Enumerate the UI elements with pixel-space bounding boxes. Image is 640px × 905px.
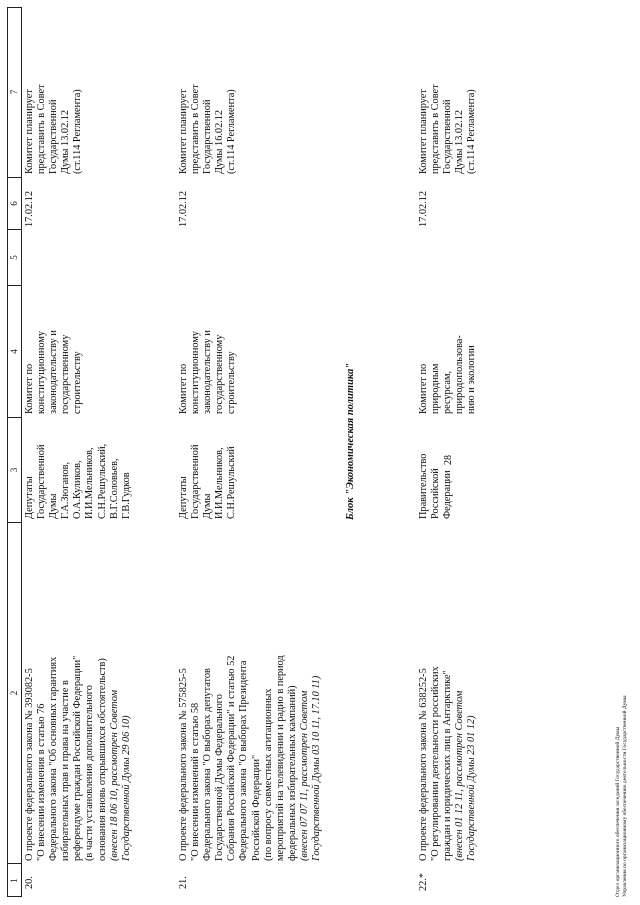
header-divider	[7, 229, 22, 230]
header-divider	[7, 7, 22, 8]
column-header-2: 2	[9, 690, 19, 696]
header-divider	[7, 896, 22, 897]
row-date: 17.02.12	[24, 190, 35, 227]
row-authors: Депутаты Государственной Думы И.И.Мельников, С.Н.Решульский	[178, 444, 238, 519]
row-number: 20.	[24, 876, 35, 889]
header-divider	[7, 285, 22, 286]
row-committee: Комитет по конституционному законодательству и государственному строительству	[178, 330, 238, 414]
header-divider	[7, 177, 22, 178]
row-date: 17.02.12	[418, 190, 429, 227]
row-plan: Комитет планирует представить в Совет Государственной Думы 16.02.12 (ст.114 Регламента)	[178, 84, 238, 174]
page-number: 28	[443, 455, 454, 465]
row-committee: Комитет по конституционному законодательству и государственному строительству	[24, 330, 84, 414]
row-description: О проекте федерального закона № 393082-5 "О внесении изменения в статью 76 Федерального закона "Об основных гарантиях избирательных прав и права на участие в референдуме граждан Российской Федерации" (в части установления дополнительного основания вновь открывшихся обстоятельств) (внесен 18 06 10, рассмотрен Советом Государственной Думы 29 06 10)	[24, 655, 132, 861]
row-plan: Комитет планирует представить в Совет Государственной Думы 13.02.12 (ст.114 Регламента)	[24, 84, 84, 174]
header-divider	[7, 863, 22, 864]
row-authors: Правительство Российской Федерации	[418, 453, 454, 519]
row-number: 22.*	[418, 872, 429, 891]
column-header-3: 3	[9, 467, 19, 473]
header-divider	[7, 417, 22, 418]
column-header-6: 6	[9, 201, 19, 206]
row-plan: Комитет планирует представить в Совет Государственной Думы 13.02.12 (ст.114 Регламента)	[418, 84, 478, 174]
footer-line: Управления по организационному обеспечению деятельности Государственной Думы	[622, 695, 628, 897]
header-divider	[7, 522, 22, 523]
row-date: 17.02.12	[178, 190, 189, 227]
row-number: 21.	[178, 876, 189, 889]
footer	[615, 695, 629, 897]
header-top-border	[7, 7, 8, 897]
row-description: О проекте федерального закона № 638252-5 "О регулировании деятельности российских граждан и юридических лиц в Антарктике" (внесен 01 12 11, рассмотрен Советом Государственной Думы 23 01 12)	[418, 666, 478, 861]
block-title: Блок "Экономическая политика"	[345, 362, 356, 520]
row-authors: Депутаты Государственной Думы Г.А.Зюганов, О.А.Куликов, И.И.Мельников, С.Н.Решульский, В.Г.Соловьев, Г.В.Гудков	[24, 443, 132, 519]
row-description: О проекте федерального закона № 575825-5 "О внесении изменений в статью 58 Федерального закона "О выборах депутатов Государственной Думы Федерального Собрания Российской Федерации" и статью 52 Федерального закона "О выборах Президента Российской Федерации" (по вопросу совместных агитационных мероприятий на телевидении и радио в период федеральных избирательных кампаний) (внесен 07 07 11, рассмотрен Советом Государственной Думы 03 10 11, 17.10 11)	[178, 655, 323, 861]
footer-line: Отдел организационного обеспечения заседаний Государственной Думы	[615, 726, 621, 897]
row-committee: Комитет по природным ресурсам, природопользова- нию и экологии	[418, 335, 478, 414]
column-header-5: 5	[9, 255, 19, 260]
column-header-7: 7	[9, 89, 19, 95]
column-header-1: 1	[9, 878, 19, 883]
column-header-4: 4	[9, 349, 19, 354]
header-bottom-border	[21, 7, 22, 897]
